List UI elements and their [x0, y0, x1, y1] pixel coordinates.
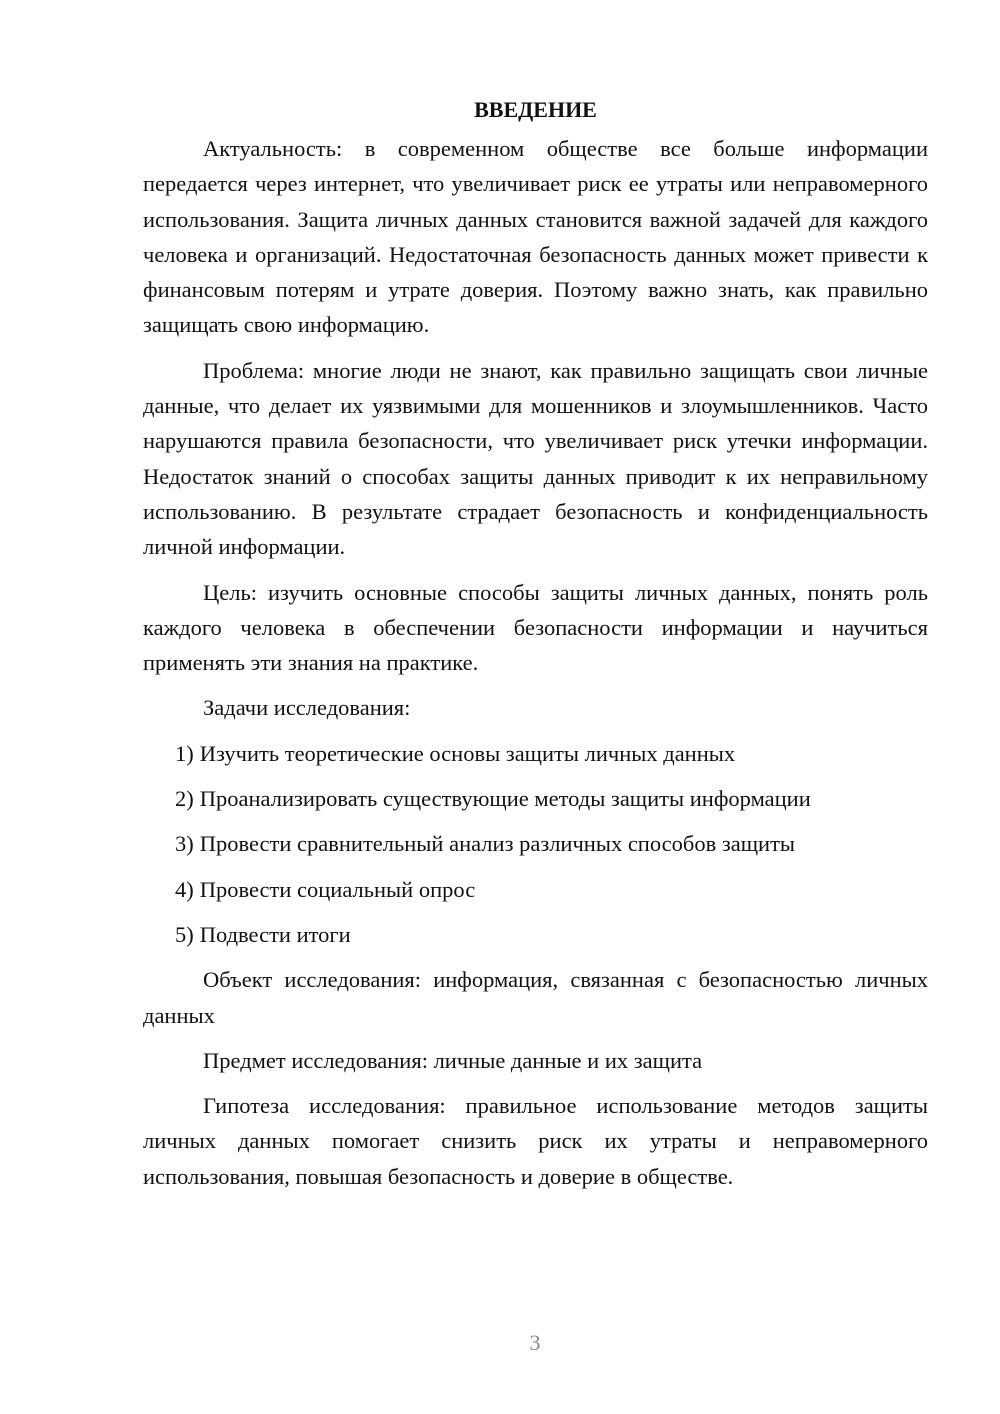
tasks-intro: Задачи исследования:	[203, 695, 411, 721]
tasks-list	[143, 736, 928, 952]
paragraph-relevance: Актуальность: в современном обществе все больше информации передается через интернет, что увеличивает риск ее утраты или неправомерного использования. Защита личных данных становится важной задачей для каждого человека и организаций. Недостаточная безопасность данных может привести к финансовым потерям и утрате доверия. Поэтому важно знать, как правильно защищать свою информацию.	[143, 136, 928, 338]
page-title: ВВЕДЕНИЕ	[474, 97, 597, 122]
list-item-text: Провести сравнительный анализ различных способов защиты	[199, 831, 796, 857]
page-content	[143, 92, 928, 1204]
list-item	[143, 781, 928, 816]
list-item	[143, 736, 928, 771]
paragraph-object: Объект исследования: информация, связанная с безопасностью личных данных	[143, 967, 928, 1028]
paragraph-problem: Проблема: многие люди не знают, как правильно защищать свои личные данные, что делает их уязвимыми для мошенников и злоумышленников. Часто нарушаются правила безопасности, что увеличивает риск утечки информации. Недостаток знаний о способах защиты данных приводит к их неправильному использованию. В результате страдает безопасность и конфиденциальность личной информации.	[143, 357, 928, 560]
list-item-text: Подвести итоги	[199, 921, 351, 947]
paragraph-hypothesis: Гипотеза исследования: правильное использование методов защиты личных данных помогает снизить риск их утраты и неправомерного использования, повышая безопасность и доверие в обществе.	[143, 1093, 928, 1189]
list-item-number: 4)	[175, 876, 194, 902]
list-item-number: 5)	[175, 921, 194, 947]
list-item	[143, 826, 928, 861]
list-item-number: 1)	[175, 740, 194, 766]
paragraph-goal: Цель: изучить основные способы защиты личных данных, понять роль каждого человека в обеспечении безопасности информации и научиться применять эти знания на практике.	[143, 579, 928, 676]
list-item	[143, 917, 928, 952]
list-item-number: 3)	[175, 831, 194, 857]
list-item	[143, 872, 928, 907]
list-item-text: Провести социальный опрос	[199, 876, 476, 902]
list-item-text: Проанализировать существующие методы защиты информации	[199, 786, 811, 812]
list-item-number: 2)	[175, 786, 194, 812]
list-item-text: Изучить теоретические основы защиты личных данных	[199, 740, 736, 766]
paragraph-subject: Предмет исследования: личные данные и их защита	[203, 1047, 703, 1073]
page-number: 3	[529, 1330, 541, 1355]
